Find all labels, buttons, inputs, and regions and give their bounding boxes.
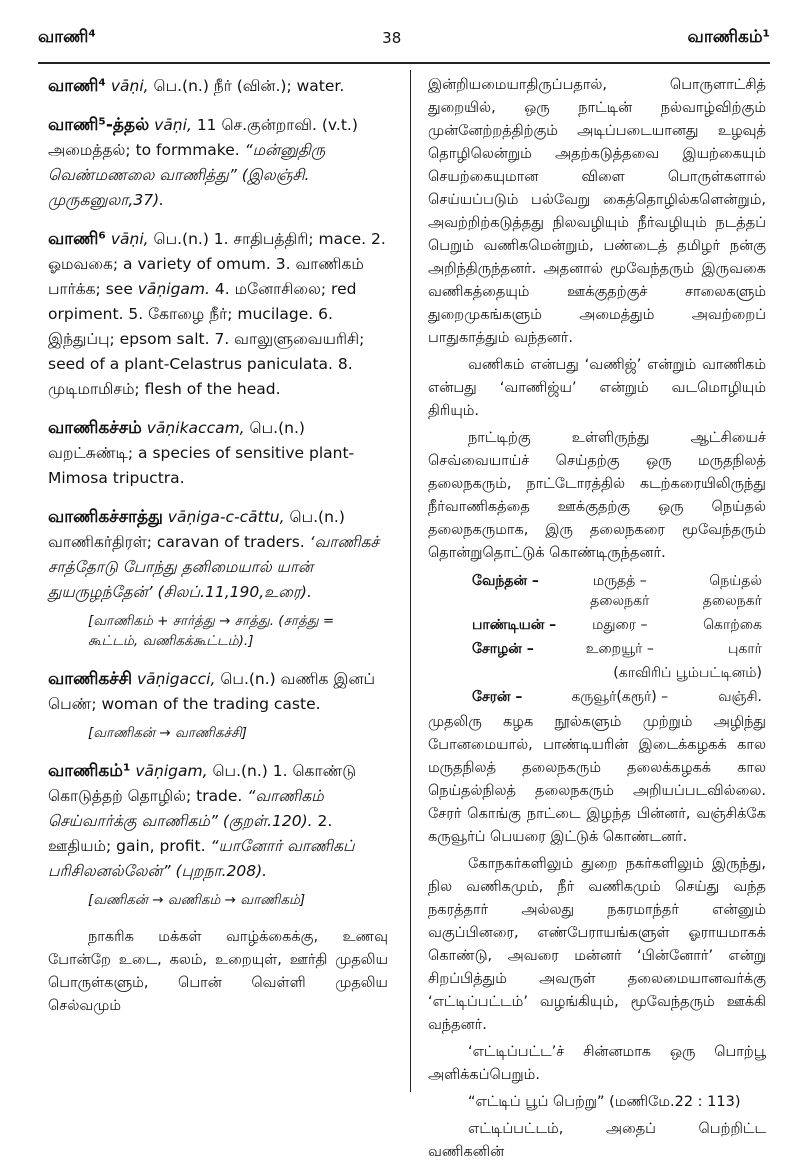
headword: வாணி⁶ <box>48 229 106 249</box>
etymology: [வணிகன் → வணிகம் → வாணிகம்] <box>88 892 306 908</box>
definition: பெ.(n.) வணிக இனப் பெண்; woman of the trading caste. <box>48 670 376 713</box>
dictionary-entry <box>48 416 388 491</box>
transliteration: vāṇi, <box>110 230 149 248</box>
dictionary-entry <box>48 227 388 402</box>
citation: “யானோர் வாணிகப் பரிசிலனல்லேன்” (புறநா.208). <box>48 837 355 880</box>
table-cell: பாண்டியன் – <box>472 617 557 633</box>
page-header <box>38 20 770 56</box>
definition: பெ.(n.) வறட்சுண்டி; a species of sensitive plant-Mimosa tripuctra. <box>48 419 355 487</box>
table-cell: புகார் <box>727 641 762 657</box>
dictionary-entry <box>48 667 388 717</box>
definition: பெ.(n.) 1. கொண்டு கொடுத்தற் தொழில்; trade. <box>48 762 357 805</box>
body-paragraph: இன்றியமையாதிருப்பதால், பொருளாட்சித் துறையில், ஒரு நாட்டின் நல்வாழ்விற்கும் முன்னேற்றத்திற்கும் அடிப்படையானது உழவுத் தொழிலென்றும் அதற்கடுத்தவை இயற்கையும் செயற்கையுமான விளை பொருள்களால் செய்யப்படும் பல்வேறு கைத்தொழில்களென்றும், அவற்றிற்கடுத்தது நிலவழியும் நீர்வழியும் நடத்தப் பெறும் வணிகமென்றும், பண்டைத் தமிழர் நன்கு அறிந்திருந்தனர். அதனால் மூவேந்தரும் இருவகை வணிகத்தையும் ஊக்குதற்குச் சாலைகளும் துறைமுகங்களும் அமைத்தும் அவற்றைப் பாதுகாத்தும் வந்தனர். <box>428 77 766 346</box>
definition: 4. மனோசிலை; red orpiment. 5. கோழை நீர்; mucilage. 6. இந்துப்பு; epsom salt. 7. வாலுளுவையரிசி; seed of a plant-Celastrus paniculata. 8. முடிமாமிசம்; flesh of the head. <box>48 280 365 398</box>
table-cell: கருவூர்(கரூர்) – <box>571 689 669 705</box>
headword: வாணிகச்சம் <box>48 418 142 438</box>
transliteration: vāṇigam, <box>135 762 208 780</box>
body-paragraph: எட்டிப்பட்டம், அதைப் பெற்றிட்ட வணிகனின் <box>428 1121 766 1160</box>
dictionary-entry <box>48 505 388 605</box>
table-row <box>428 613 766 637</box>
left-column <box>48 74 388 1018</box>
table-cell: நெய்தல் தலைநகர் <box>702 573 762 609</box>
transliteration: vāṇigacci, <box>136 670 216 688</box>
header-left-headword: வாணி⁴ <box>38 27 96 47</box>
table-cell: சோழன் – <box>472 641 534 657</box>
transliteration: vāṇiga-c-cāttu, <box>167 508 285 526</box>
dictionary-entry <box>48 113 388 213</box>
body-paragraph: முதலிரு கழக நூல்களும் முற்றும் அழிந்து போனமையால், பாண்டியரின் இடைக்கழகக் கால மருதநிலத் தலைநகரும் தலைக்கழகக் கால நெய்தல்நிலத் தலைநகரும் அறியப்படவில்லை. சேரர் கொங்கு நாட்டை இழந்த பின்னர், வஞ்சிக்கே கருவூர்ப் பெயரை இட்டுக் கொண்டனர். <box>428 714 766 845</box>
citation-line: “எட்டிப் பூப் பெற்று” (மணிமே.22 : 113) <box>468 1094 741 1110</box>
headword: வாணிகச்சாத்து <box>48 507 163 527</box>
transliteration: vāṇi, <box>110 77 149 95</box>
right-column <box>428 74 766 1168</box>
citation: “வாணிகம் செய்வார்க்கு வாணிகம்” (குறள்.120). <box>48 787 324 830</box>
header-rule <box>38 62 770 64</box>
body-paragraph: நாட்டிற்கு உள்ளிருந்து ஆட்சியைச் செவ்வையாய்ச் செய்தற்கு ஒரு மருதநிலத் தலைநகரும், நாட்டோரத்தில் கடற்கரையிலிருந்து நீர்வாணிகத்தை ஊக்குதற்கு ஒரு நெய்தல் தலைநகருமாக, இரு தலைநகரை மூவேந்தரும் தொன்றுதொட்டுக் கொண்டிருந்தனர். <box>428 430 766 561</box>
definition: பெ.(n.) வாணிகர்திரள்; caravan of traders. <box>48 508 345 551</box>
table-row <box>428 569 766 613</box>
table-cell: மதுரை – <box>592 617 648 633</box>
headword: வாணி⁴ <box>48 76 106 96</box>
transliteration: vāṇikaccam, <box>146 419 245 437</box>
table-row <box>428 685 766 709</box>
headword: வாணிகச்சி <box>48 669 133 689</box>
table-cell: கொற்கை <box>703 617 762 633</box>
citation: “மன்னுதிரு வெண்மணலை வாணித்து” (இலஞ்சி. முருகனுலா,37). <box>48 141 326 209</box>
definition: பெ.(n.) நீர் (வின்.); water. <box>153 77 345 95</box>
citation: ‘வாணிகச் சாத்தோடு போந்து தனிமையால் யான் துயருழந்தேன்’ (சிலப்.11,190,உரை). <box>48 533 380 601</box>
definition: பெ.(n.) 1. சாதிபத்திரி; mace. 2. ஓமவகை; a variety of omum. 3. வாணிகம் பார்க்க; see <box>48 230 386 298</box>
etymology: [வாணிகன் → வாணிகச்சி] <box>88 725 247 741</box>
table-row <box>428 661 766 685</box>
table-cell: சேரன் – <box>472 689 523 705</box>
see-reference: vāṇigam. <box>137 280 210 298</box>
column-divider <box>410 70 411 1092</box>
table-cell: உறையூர் – <box>585 641 654 657</box>
table-cell: மருதத் – தலைநகர் <box>590 573 650 609</box>
dictionary-entry <box>48 74 388 99</box>
table-cell: வேந்தன் – <box>472 573 539 589</box>
table-row <box>428 637 766 661</box>
etymology: [வாணிகம் + சார்த்து → சாத்து. (சாத்து = கூட்டம், வணிகக்கூட்டம்).] <box>88 613 335 649</box>
body-paragraph: ‘எட்டிப்பட்ட’ச் சின்னமாக ஒரு பொற்பூ அளிக்கப்பெறும். <box>428 1044 766 1083</box>
header-right-headword: வாணிகம்¹ <box>687 27 770 47</box>
body-paragraph: நாகரிக மக்கள் வாழ்க்கைக்கு, உணவு போன்றே உடை, கலம், உறையுள், ஊர்தி முதலிய பொருள்களும், பொன் வெள்ளி முதலிய செல்வமும் <box>48 929 388 1014</box>
dictionary-entry <box>48 759 388 884</box>
body-paragraph: வணிகம் என்பது ‘வணிஜ்’ என்றும் வாணிகம் என்பது ‘வாணிஜ்ய’ என்றும் வடமொழியும் திரியும். <box>428 357 766 419</box>
definition: 11 செ.குன்றாவி. (v.t.) அமைத்தல்; to formmake. <box>48 116 358 159</box>
table-cell: (காவிரிப் பூம்பட்டினம்) <box>613 665 762 681</box>
body-paragraph: கோநகர்களிலும் துறை நகர்களிலும் இருந்து, நில வணிகமும், நீர் வணிகமும் செய்து வந்த நகரத்தார் அல்லது நகரமாந்தர் என்னும் வகுப்பினரை, எண்பேராயங்களுள் ஓராயமாகக் கொண்டு, அவரை மன்னர் ‘பின்னோர்’ என்று சிறப்பித்தும் அவருள் தலைமையானவர்க்கு ‘எட்டிப்பட்டம்’ வழங்கியும், மூவேந்தரும் ஊக்கி வந்தனர். <box>428 856 766 1033</box>
page-number: 38 <box>382 29 402 47</box>
headword: வாணிகம்¹ <box>48 761 131 781</box>
definition: 2. ஊதியம்; gain, profit. <box>48 812 333 855</box>
table-cell: வஞ்சி. <box>718 689 762 705</box>
capitals-table <box>428 569 766 709</box>
transliteration: vāṇi, <box>154 116 192 134</box>
headword: வாணி⁵-த்தல் <box>48 115 150 135</box>
